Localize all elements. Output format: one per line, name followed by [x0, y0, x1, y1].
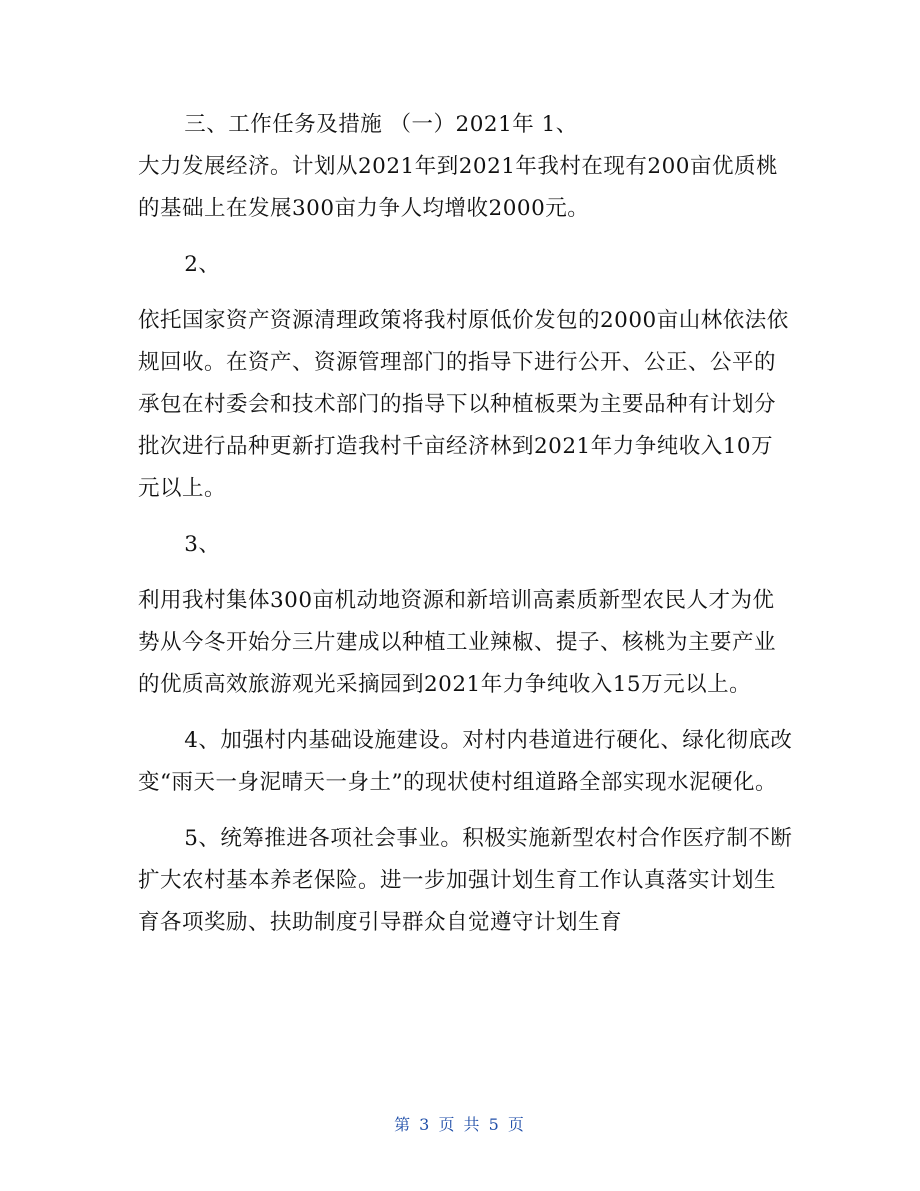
- page-number-footer: 第 3 页 共 5 页: [394, 1115, 526, 1134]
- document-body: [138, 104, 793, 944]
- paragraph-forest: 依托国家资产资源清理政策将我村原低价发包的2000亩山林依法依规回收。在资产、资源管理部门的指导下进行公开、公正、公平的承包在村委会和技术部门的指导下以种植板栗为主要品种有计划分批次进行品种更新打造我村千亩经济林到2021年力争纯收入10万元以上。: [138, 308, 789, 501]
- paragraph-item-2-label: 2、: [184, 252, 221, 277]
- paragraph-item-3-label: 3、: [184, 532, 221, 557]
- paragraph-social-affairs: 5、统筹推进各项社会事业。积极实施新型农村合作医疗制不断扩大农村基本养老保险。进一步加强计划生育工作认真落实计划生育各项奖励、扶助制度引导群众自觉遵守计划生育: [138, 826, 793, 935]
- paragraph-economy: 大力发展经济。计划从2021年到2021年我村在现有200亩优质桃的基础上在发展300亩力争人均增收2000元。: [138, 154, 778, 221]
- paragraph-orchard: 利用我村集体300亩机动地资源和新培训高素质新型农民人才为优势从今冬开始分三片建成以种植工业辣椒、提子、核桃为主要产业的优质高效旅游观光采摘园到2021年力争纯收入15万元以上。: [138, 588, 777, 697]
- paragraph-task-heading: 三、工作任务及措施 （一）2021年 1、: [184, 112, 578, 137]
- paragraph-infrastructure: 4、加强村内基础设施建设。对村内巷道进行硬化、绿化彻底改变“雨天一身泥晴天一身土”的现状使村组道路全部实现水泥硬化。: [138, 728, 793, 795]
